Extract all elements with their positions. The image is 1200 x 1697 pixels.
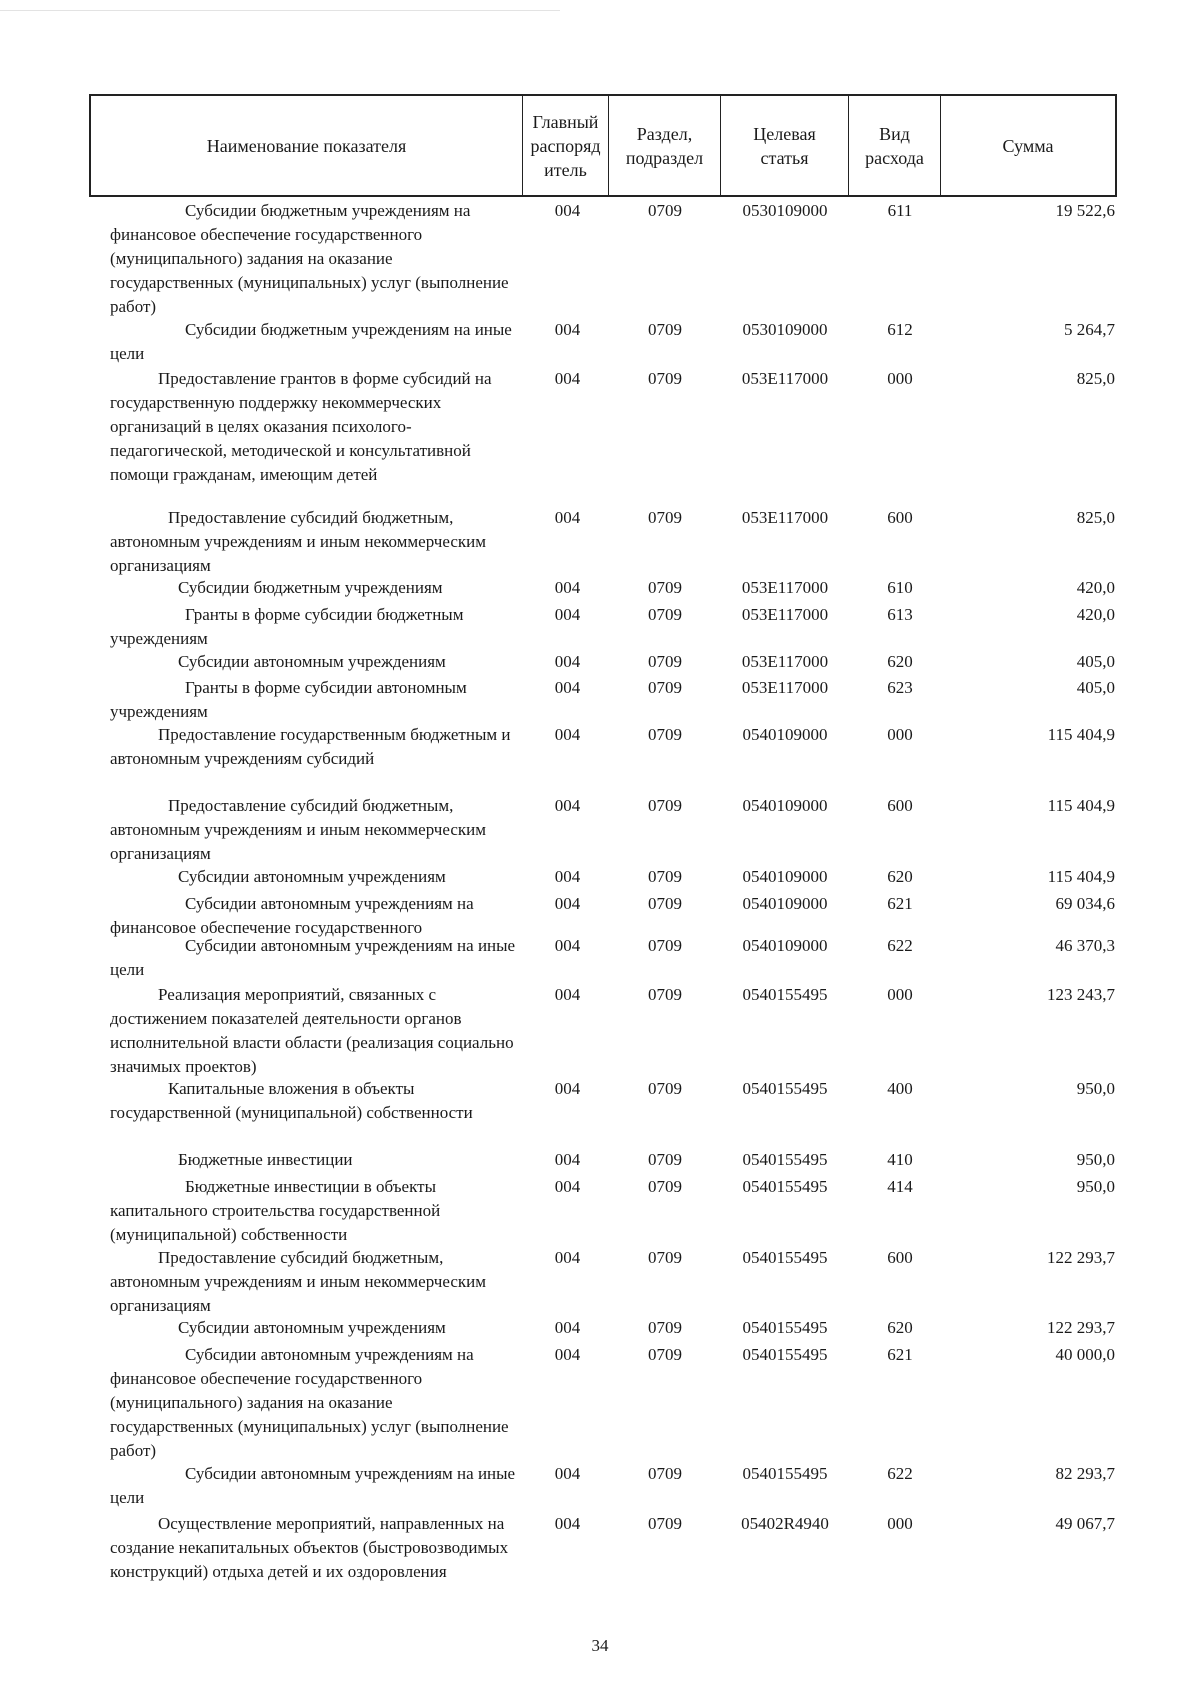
row-summa: 825,0 — [1076, 508, 1115, 527]
row-razdel: 0709 — [648, 1079, 682, 1098]
row-razdel: 0709 — [648, 1177, 682, 1196]
row-razdel: 0709 — [648, 894, 682, 913]
row-summa: 19 522,6 — [1055, 201, 1115, 220]
row-vid: 622 — [887, 1464, 913, 1483]
header-summa: Сумма — [1002, 135, 1054, 156]
row-celevaya: 05402R4940 — [741, 1514, 829, 1533]
row-razdel: 0709 — [648, 1150, 682, 1169]
header-celevaya: Целевая статья — [721, 96, 849, 195]
header-vid: Вид расхода — [849, 96, 941, 195]
row-razdel: 0709 — [648, 985, 682, 1004]
row-name: Субсидии автономным учреждениям на финансовое обеспечение государственного — [110, 894, 474, 937]
row-razdel: 0709 — [648, 936, 682, 955]
row-summa: 115 404,9 — [1047, 796, 1115, 815]
row-celevaya: 0540155495 — [742, 1464, 828, 1483]
row-razdel: 0709 — [648, 201, 682, 220]
row-glavny: 004 — [554, 936, 581, 955]
row-celevaya: 0540109000 — [742, 894, 828, 913]
row-glavny: 004 — [554, 508, 581, 527]
row-glavny: 004 — [554, 894, 581, 913]
row-summa: 950,0 — [1076, 1177, 1115, 1196]
row-glavny: 004 — [554, 652, 581, 671]
row-summa: 82 293,7 — [1055, 1464, 1115, 1483]
row-glavny: 004 — [554, 1514, 581, 1533]
row-celevaya: 0530109000 — [742, 201, 828, 220]
row-razdel: 0709 — [648, 605, 682, 624]
row-glavny: 004 — [554, 578, 581, 597]
row-summa: 825,0 — [1076, 369, 1115, 388]
row-celevaya: 0540155495 — [742, 1248, 828, 1267]
row-razdel: 0709 — [648, 578, 682, 597]
row-name: Предоставление грантов в форме субсидий на государственную поддержку некоммерческих организаций в целях оказания психолого-педагогической, методической и консультативной помощи гражданам, имеющим детей — [110, 369, 492, 484]
row-summa: 122 293,7 — [1047, 1318, 1115, 1337]
row-summa: 122 293,7 — [1047, 1248, 1115, 1267]
row-vid: 621 — [887, 894, 913, 913]
row-summa: 405,0 — [1076, 678, 1115, 697]
row-celevaya: 0540109000 — [742, 867, 828, 886]
row-glavny: 004 — [554, 985, 581, 1004]
row-celevaya: 0540155495 — [742, 1079, 828, 1098]
row-name: Гранты в форме субсидии бюджетным учреждениям — [110, 605, 464, 648]
row-celevaya: 0540155495 — [742, 1318, 828, 1337]
row-name: Осуществление мероприятий, направленных на создание некапитальных объектов (быстровозводимых конструкций) отдыха детей и их оздоровления — [110, 1514, 509, 1581]
row-name: Субсидии автономным учреждениям — [178, 1318, 446, 1337]
row-razdel: 0709 — [648, 1464, 682, 1483]
row-glavny: 004 — [554, 1150, 581, 1169]
row-name: Предоставление субсидий бюджетным, автономным учреждениям и иным некоммерческим организациям — [110, 508, 486, 575]
row-name: Бюджетные инвестиции в объекты капитального строительства государственной (муниципальной) собственности — [110, 1177, 441, 1244]
row-glavny: 004 — [554, 867, 581, 886]
row-razdel: 0709 — [648, 1345, 682, 1364]
row-vid: 613 — [887, 605, 913, 624]
header-razdel: Раздел, подраздел — [609, 96, 721, 195]
row-celevaya: 0540109000 — [742, 796, 828, 815]
row-summa: 123 243,7 — [1047, 985, 1115, 1004]
row-razdel: 0709 — [648, 369, 682, 388]
row-glavny: 004 — [554, 605, 581, 624]
row-name: Субсидии бюджетным учреждениям — [178, 578, 443, 597]
page-number: 34 — [591, 1636, 609, 1655]
row-glavny: 004 — [554, 1318, 581, 1337]
row-razdel: 0709 — [648, 725, 682, 744]
row-glavny: 004 — [554, 201, 581, 220]
header-name: Наименование показателя — [91, 96, 523, 195]
row-summa: 40 000,0 — [1055, 1345, 1115, 1364]
row-name: Субсидии автономным учреждениям на финансовое обеспечение государственного (муниципального) задания на оказание государственных (муниципальных) услуг (выполнение работ) — [110, 1345, 509, 1460]
row-glavny: 004 — [554, 320, 581, 339]
row-summa: 420,0 — [1076, 605, 1115, 624]
row-vid: 620 — [887, 867, 913, 886]
row-celevaya: 053E117000 — [741, 605, 829, 624]
row-vid: 620 — [887, 1318, 913, 1337]
row-summa: 69 034,6 — [1055, 894, 1115, 913]
row-vid: 612 — [887, 320, 913, 339]
row-razdel: 0709 — [648, 1318, 682, 1337]
row-razdel: 0709 — [648, 867, 682, 886]
row-vid: 000 — [887, 369, 913, 388]
row-summa: 950,0 — [1076, 1079, 1115, 1098]
row-celevaya: 0540155495 — [742, 985, 828, 1004]
row-vid: 621 — [887, 1345, 913, 1364]
row-vid: 414 — [887, 1177, 913, 1196]
row-celevaya: 0540155495 — [742, 1177, 828, 1196]
row-name: Субсидии бюджетным учреждениям на финансовое обеспечение государственного (муниципального) задания на оказание государственных (муниципальных) услуг (выполнение работ) — [110, 201, 509, 316]
row-razdel: 0709 — [648, 1514, 682, 1533]
row-glavny: 004 — [554, 1345, 581, 1364]
row-glavny: 004 — [554, 1079, 581, 1098]
row-summa: 115 404,9 — [1047, 867, 1115, 886]
row-vid: 000 — [887, 1514, 913, 1533]
row-celevaya: 053E117000 — [741, 508, 829, 527]
row-summa: 420,0 — [1076, 578, 1115, 597]
row-vid: 622 — [887, 936, 913, 955]
row-name: Гранты в форме субсидии автономным учреждениям — [110, 678, 467, 721]
row-name: Предоставление государственным бюджетным и автономным учреждениям субсидий — [110, 725, 511, 768]
row-summa: 49 067,7 — [1055, 1514, 1115, 1533]
row-name: Капитальные вложения в объекты государственной (муниципальной) собственности — [110, 1079, 473, 1122]
row-vid: 620 — [887, 652, 913, 671]
row-glavny: 004 — [554, 1464, 581, 1483]
row-name: Субсидии автономным учреждениям — [178, 652, 446, 671]
row-name: Реализация мероприятий, связанных с достижением показателей деятельности органов исполнительной власти области (реализация социально значимых проектов) — [110, 985, 514, 1076]
row-glavny: 004 — [554, 725, 581, 744]
row-glavny: 004 — [554, 1177, 581, 1196]
row-vid: 000 — [887, 725, 913, 744]
row-razdel: 0709 — [648, 508, 682, 527]
row-summa: 115 404,9 — [1047, 725, 1115, 744]
header-glavny: Главный распоряд итель — [523, 96, 609, 195]
row-glavny: 004 — [554, 1248, 581, 1267]
row-name: Предоставление субсидий бюджетным, автономным учреждениям и иным некоммерческим организациям — [110, 796, 486, 863]
row-razdel: 0709 — [648, 320, 682, 339]
row-vid: 600 — [887, 1248, 913, 1267]
row-name: Бюджетные инвестиции — [178, 1150, 353, 1169]
row-name: Субсидии автономным учреждениям на иные цели — [110, 936, 516, 979]
row-celevaya: 053E117000 — [741, 578, 829, 597]
row-celevaya: 0540155495 — [742, 1150, 828, 1169]
row-celevaya: 053E117000 — [741, 652, 829, 671]
row-vid: 600 — [887, 508, 913, 527]
row-celevaya: 053E117000 — [741, 678, 829, 697]
row-summa: 950,0 — [1076, 1150, 1115, 1169]
row-summa: 405,0 — [1076, 652, 1115, 671]
row-celevaya: 0540155495 — [742, 1345, 828, 1364]
row-razdel: 0709 — [648, 1248, 682, 1267]
row-celevaya: 0540109000 — [742, 725, 828, 744]
row-name: Субсидии бюджетным учреждениям на иные цели — [110, 320, 512, 363]
row-vid: 410 — [887, 1150, 913, 1169]
row-razdel: 0709 — [648, 652, 682, 671]
row-celevaya: 0540109000 — [742, 936, 828, 955]
row-summa: 46 370,3 — [1055, 936, 1115, 955]
row-name: Субсидии автономным учреждениям на иные цели — [110, 1464, 516, 1507]
row-vid: 600 — [887, 796, 913, 815]
row-celevaya: 0530109000 — [742, 320, 828, 339]
row-name: Предоставление субсидий бюджетным, автономным учреждениям и иным некоммерческим организациям — [110, 1248, 486, 1315]
row-vid: 000 — [887, 985, 913, 1004]
row-name: Субсидии автономным учреждениям — [178, 867, 446, 886]
row-glavny: 004 — [554, 678, 581, 697]
row-vid: 400 — [887, 1079, 913, 1098]
row-vid: 611 — [887, 201, 913, 220]
row-vid: 610 — [887, 578, 913, 597]
row-vid: 623 — [887, 678, 913, 697]
row-glavny: 004 — [554, 369, 581, 388]
row-celevaya: 053E117000 — [741, 369, 829, 388]
row-razdel: 0709 — [648, 796, 682, 815]
row-summa: 5 264,7 — [1064, 320, 1115, 339]
row-glavny: 004 — [554, 796, 581, 815]
row-razdel: 0709 — [648, 678, 682, 697]
